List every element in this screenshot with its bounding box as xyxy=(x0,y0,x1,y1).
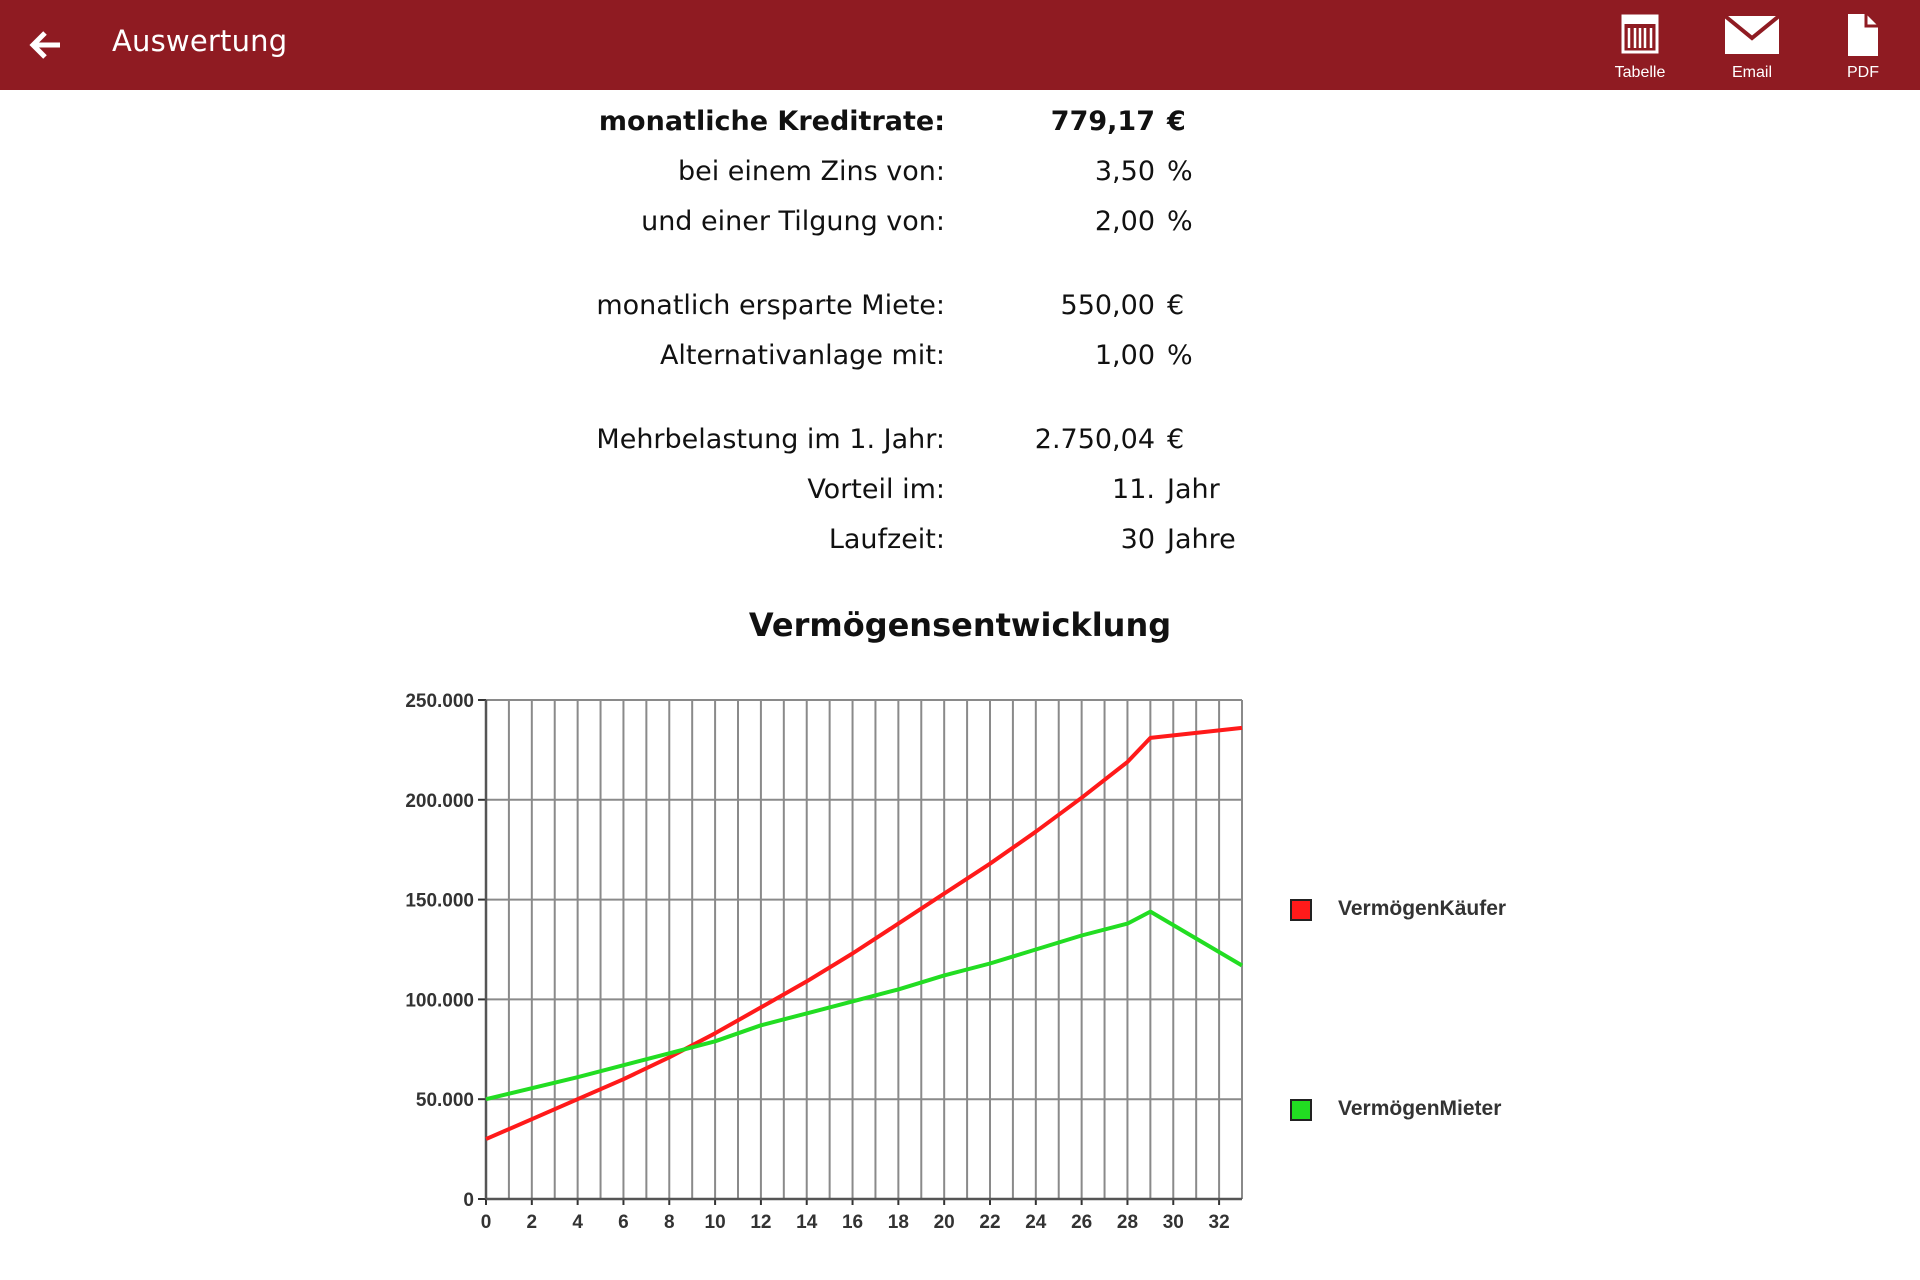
tilgung-unit: % xyxy=(1167,206,1193,237)
vorteil-value: 11. xyxy=(1112,474,1155,505)
tabelle-label: Tabelle xyxy=(1614,64,1666,81)
y-tick-label: 250.000 xyxy=(405,691,474,712)
vorteil-unit: Jahr xyxy=(1167,474,1220,505)
zins-value: 3,50 xyxy=(1094,156,1155,187)
x-tick-label: 2 xyxy=(526,1212,538,1233)
x-tick-label: 16 xyxy=(841,1212,864,1233)
alternativ-label: Alternativanlage mit: xyxy=(659,340,945,371)
x-tick-label: 8 xyxy=(663,1212,675,1233)
miete-unit: € xyxy=(1167,290,1185,321)
x-tick-label: 30 xyxy=(1162,1212,1184,1233)
laufzeit-label: Laufzeit: xyxy=(828,524,945,555)
legend-label-mieter: VermögenMieter xyxy=(1338,1097,1502,1120)
kreditrate-value: 779,17 xyxy=(1050,106,1155,137)
legend-swatch-mieter xyxy=(1290,1099,1312,1121)
y-tick-label: 200.000 xyxy=(405,790,474,812)
laufzeit-value: 30 xyxy=(1120,524,1155,555)
x-tick-label: 0 xyxy=(480,1212,492,1233)
legend-swatch-kaeufer xyxy=(1290,899,1312,921)
vorteil-label: Vorteil im: xyxy=(807,474,945,505)
miete-value: 550,00 xyxy=(1060,290,1155,321)
alternativ-unit: % xyxy=(1167,340,1193,371)
x-tick-label: 24 xyxy=(1025,1212,1047,1233)
x-tick-label: 32 xyxy=(1208,1212,1230,1233)
miete-label: monatlich ersparte Miete: xyxy=(596,290,945,321)
series-line-mieter xyxy=(486,912,1242,1100)
x-tick-label: 12 xyxy=(750,1212,772,1233)
kreditrate-unit: € xyxy=(1167,106,1186,137)
x-tick-label: 4 xyxy=(572,1212,583,1233)
x-tick-label: 6 xyxy=(618,1212,629,1233)
y-tick-label: 0 xyxy=(463,1190,474,1211)
y-tick-label: 50.000 xyxy=(415,1090,474,1112)
x-tick-label: 10 xyxy=(704,1212,726,1233)
pdf-label: PDF xyxy=(1847,64,1879,81)
email-label: Email xyxy=(1731,64,1772,81)
series-line-kaeufer xyxy=(486,728,1242,1139)
mehrbelastung-unit: € xyxy=(1167,424,1185,455)
mehrbelastung-value: 2.750,04 xyxy=(1034,424,1155,455)
y-tick-label: 100.000 xyxy=(405,990,474,1012)
x-tick-label: 22 xyxy=(979,1212,1001,1233)
chart-title: Vermögensentwicklung xyxy=(748,606,1172,644)
x-tick-label: 26 xyxy=(1071,1212,1093,1233)
mehrbelastung-label: Mehrbelastung im 1. Jahr: xyxy=(596,424,945,455)
alternativ-value: 1,00 xyxy=(1094,340,1155,371)
x-tick-label: 14 xyxy=(796,1212,818,1233)
tilgung-value: 2,00 xyxy=(1094,206,1155,237)
zins-label: bei einem Zins von: xyxy=(677,156,945,187)
x-tick-label: 20 xyxy=(933,1212,955,1233)
legend-label-kaeufer: VermögenKäufer xyxy=(1338,897,1507,920)
x-tick-label: 28 xyxy=(1116,1212,1139,1233)
page-title: Auswertung xyxy=(112,24,288,58)
zins-unit: % xyxy=(1167,156,1193,187)
x-tick-label: 18 xyxy=(887,1212,909,1233)
y-tick-label: 150.000 xyxy=(405,890,474,912)
kreditrate-label: monatliche Kreditrate: xyxy=(598,106,945,137)
laufzeit-unit: Jahre xyxy=(1167,524,1236,555)
tilgung-label: und einer Tilgung von: xyxy=(641,206,945,237)
